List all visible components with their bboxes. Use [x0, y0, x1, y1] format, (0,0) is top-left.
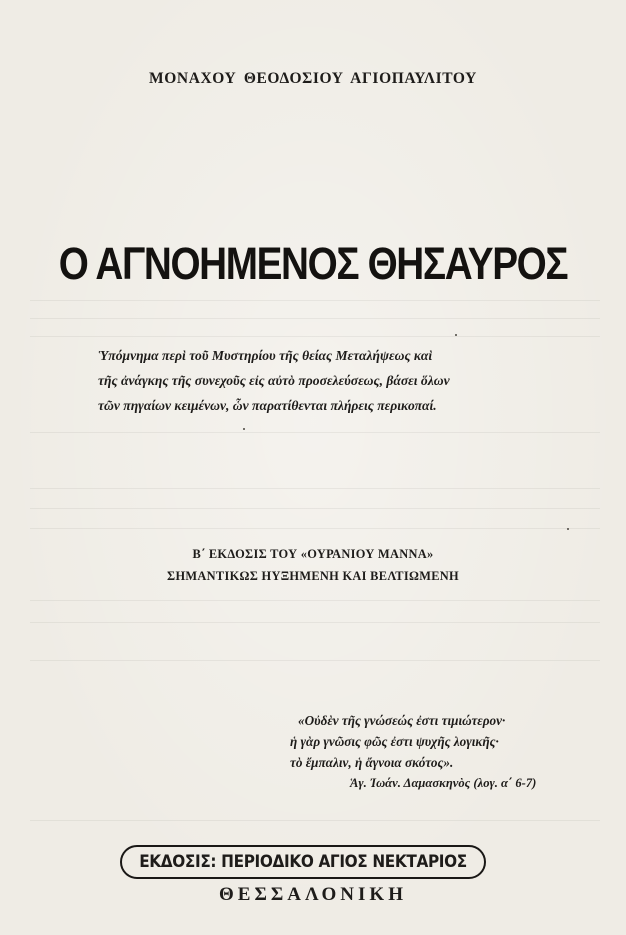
- subtitle-line: Ὑπόμνημα περὶ τοῦ Μυστηρίου τῆς θείας Μεταλήψεως καὶ: [98, 348, 433, 363]
- publisher-name: ΕΚΔΟΣΙΣ: ΠΕΡΙΟΔΙΚΟ ΑΓΙΟΣ ΝΕΚΤΑΡΙΟΣ: [139, 852, 467, 872]
- subtitle-paragraph: [98, 343, 534, 418]
- quote-line: ἡ γὰρ γνῶσις φῶς ἐστι ψυχῆς λογικῆς·: [290, 734, 499, 749]
- show-through-line: [30, 336, 600, 337]
- print-speck: [455, 334, 457, 336]
- quote-line: «Οὐδὲν τῆς γνώσεώς ἐστι τιμιώτερον·: [298, 713, 506, 728]
- show-through-line: [30, 300, 600, 301]
- quote-attribution: Ἁγ. Ἰωάν. Δαμασκηνὸς (λογ. α΄ 6-7): [350, 776, 537, 790]
- print-speck: [567, 528, 569, 530]
- publisher-emblem: [120, 845, 486, 879]
- show-through-line: [30, 622, 600, 623]
- edition-block: [0, 543, 626, 587]
- show-through-line: [30, 820, 600, 821]
- publication-city: ΘΕΣΣΑΛΟΝΙΚΗ: [219, 884, 407, 905]
- book-title: Ο ΑΓΝΟΗΜΕΝΟΣ ΘΗΣΑΥΡΟΣ: [58, 238, 568, 289]
- show-through-line: [30, 528, 600, 529]
- show-through-line: [30, 432, 600, 433]
- print-speck: [243, 428, 245, 430]
- quote-line: τὸ ἔμπαλιν, ἡ ἄγνοια σκότος».: [290, 755, 454, 770]
- subtitle-line: τῆς ἀνάγκης τῆς συνεχοῦς εἰς αὐτὸ προσελεύσεως, βάσει ὅλων: [98, 373, 450, 388]
- subtitle-line: τῶν πηγαίων κειμένων, ὧν παρατίθενται πλήρεις περικοπαί.: [98, 398, 437, 413]
- show-through-line: [30, 600, 600, 601]
- show-through-line: [30, 488, 600, 489]
- author-line: ΜΟΝΑΧΟΥ ΘΕΟΔΟΣΙΟΥ ΑΓΙΟΠΑΥΛΙΤΟΥ: [149, 70, 477, 87]
- edition-line-2: ΣΗΜΑΝΤΙΚΩΣ ΗΥΞΗΜΕΝΗ ΚΑΙ ΒΕΛΤΙΩΜΕΝΗ: [167, 569, 459, 583]
- show-through-line: [30, 318, 600, 319]
- show-through-line: [30, 508, 600, 509]
- edition-line-1: Β΄ ΕΚΔΟΣΙΣ ΤΟΥ «ΟΥΡΑΝΙΟΥ ΜΑΝΝΑ»: [192, 547, 434, 561]
- epigraph-quote: [290, 710, 586, 794]
- show-through-line: [30, 660, 600, 661]
